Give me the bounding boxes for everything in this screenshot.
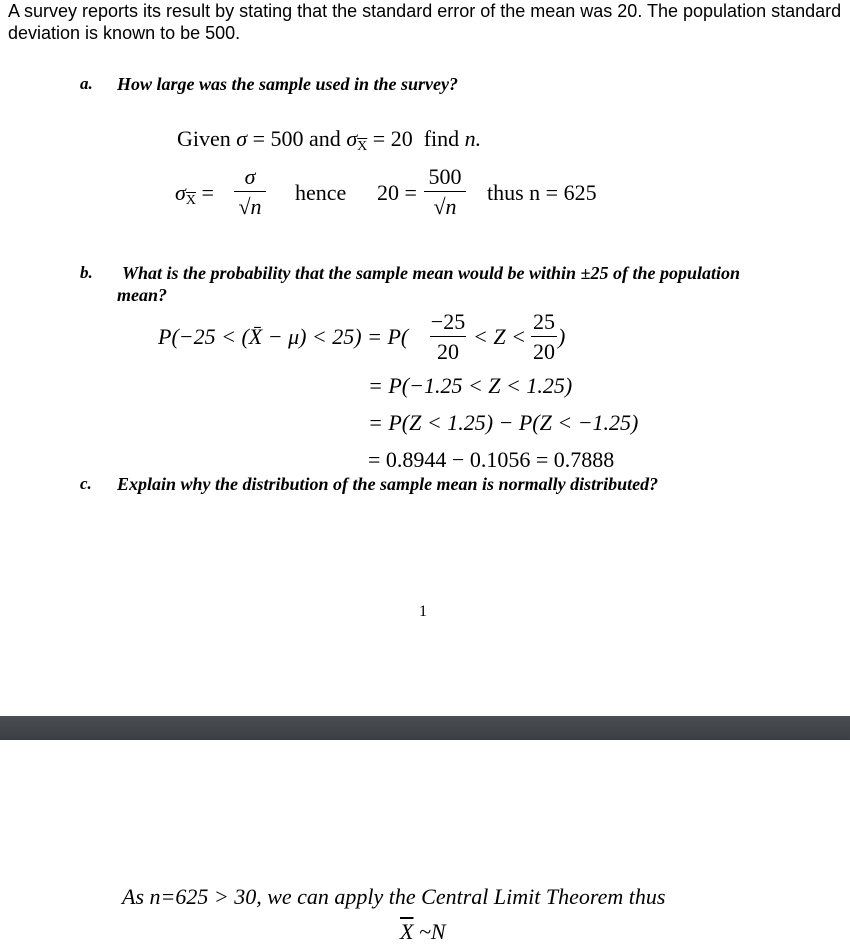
thus-result: thus n = 625 [487,180,597,205]
z-lower-denominator: 20 [437,339,459,364]
sigma-value: = 500 [252,126,304,151]
z-fraction-lower [430,309,466,365]
sigma-symbol: σ [236,126,248,151]
part-b-letter: b. [80,263,93,282]
sigma-xbar-value: = 20 [372,126,413,151]
sigma-xbar-subscript: $\overline{X}$ [357,139,368,154]
probability-line2: = P(−1.25 < Z < 1.25) [368,373,573,398]
twenty-equals: 20 = [377,180,417,205]
z-middle: < Z < [473,324,526,349]
probability-line1-lhs: P(−25 < (X̄ − μ) < 25) = P( [158,324,409,349]
probability-line4: = 0.8944 − 0.1056 = 0.7888 [368,447,615,472]
part-c-letter: c. [80,474,92,493]
part-b-question-line1: What is the probability that the sample mean would be within ±25 of the population [122,263,740,283]
sample-denominator: √n [433,194,457,219]
given-line [177,126,481,155]
z-lower-numerator: −25 [430,309,466,334]
sigma-xbar-symbol: σ [346,126,358,151]
formula-fraction-bar [234,191,266,192]
page-separator [0,716,850,740]
sample-fraction-bar [424,191,466,192]
clt-conclusion [400,919,446,945]
z-upper-bar [531,336,557,337]
problem-statement-line2: deviation is known to be 500. [8,23,241,43]
normal-approx: ~N [418,919,446,944]
sample-numerator: 500 [428,164,462,189]
hence-word: hence [295,180,347,205]
formula-fraction [234,164,266,220]
clt-statement: As n=625 > 30, we can apply the Central Limit Theorem thus [122,884,666,909]
find-word: find [423,126,460,151]
z-fraction-upper [531,309,557,365]
xbar-symbol: $\overline{X}$ [400,919,414,944]
formula-numerator: σ [244,164,256,189]
z-close-paren: ) [558,324,566,349]
given-prefix: Given [177,126,231,151]
probability-line3: = P(Z < 1.25) − P(Z < −1.25) [368,410,639,435]
formula-subscript: $\overline{X}$ [185,193,196,208]
z-upper-numerator: 25 [533,309,555,334]
page-number: 1 [419,603,427,620]
part-c-question: Explain why the distribution of the sample mean is normally distributed? [117,474,659,494]
formula-equals: = [201,180,214,205]
part-b-question-line2: mean? [117,285,168,305]
part-a-question: How large was the sample used in the survey? [117,74,459,94]
formula-lhs [175,180,214,209]
formula-denominator: √n [238,194,262,219]
z-lower-bar [430,336,466,337]
formula-sigma: σ [175,180,186,205]
and-word: and [309,126,341,151]
part-a-letter: a. [80,74,93,93]
z-upper-denominator: 20 [533,339,555,364]
sample-fraction [424,164,466,220]
find-n: n. [464,126,482,151]
problem-statement-line1: A survey reports its result by stating that the standard error of the mean was 20. The population standard [8,1,842,21]
